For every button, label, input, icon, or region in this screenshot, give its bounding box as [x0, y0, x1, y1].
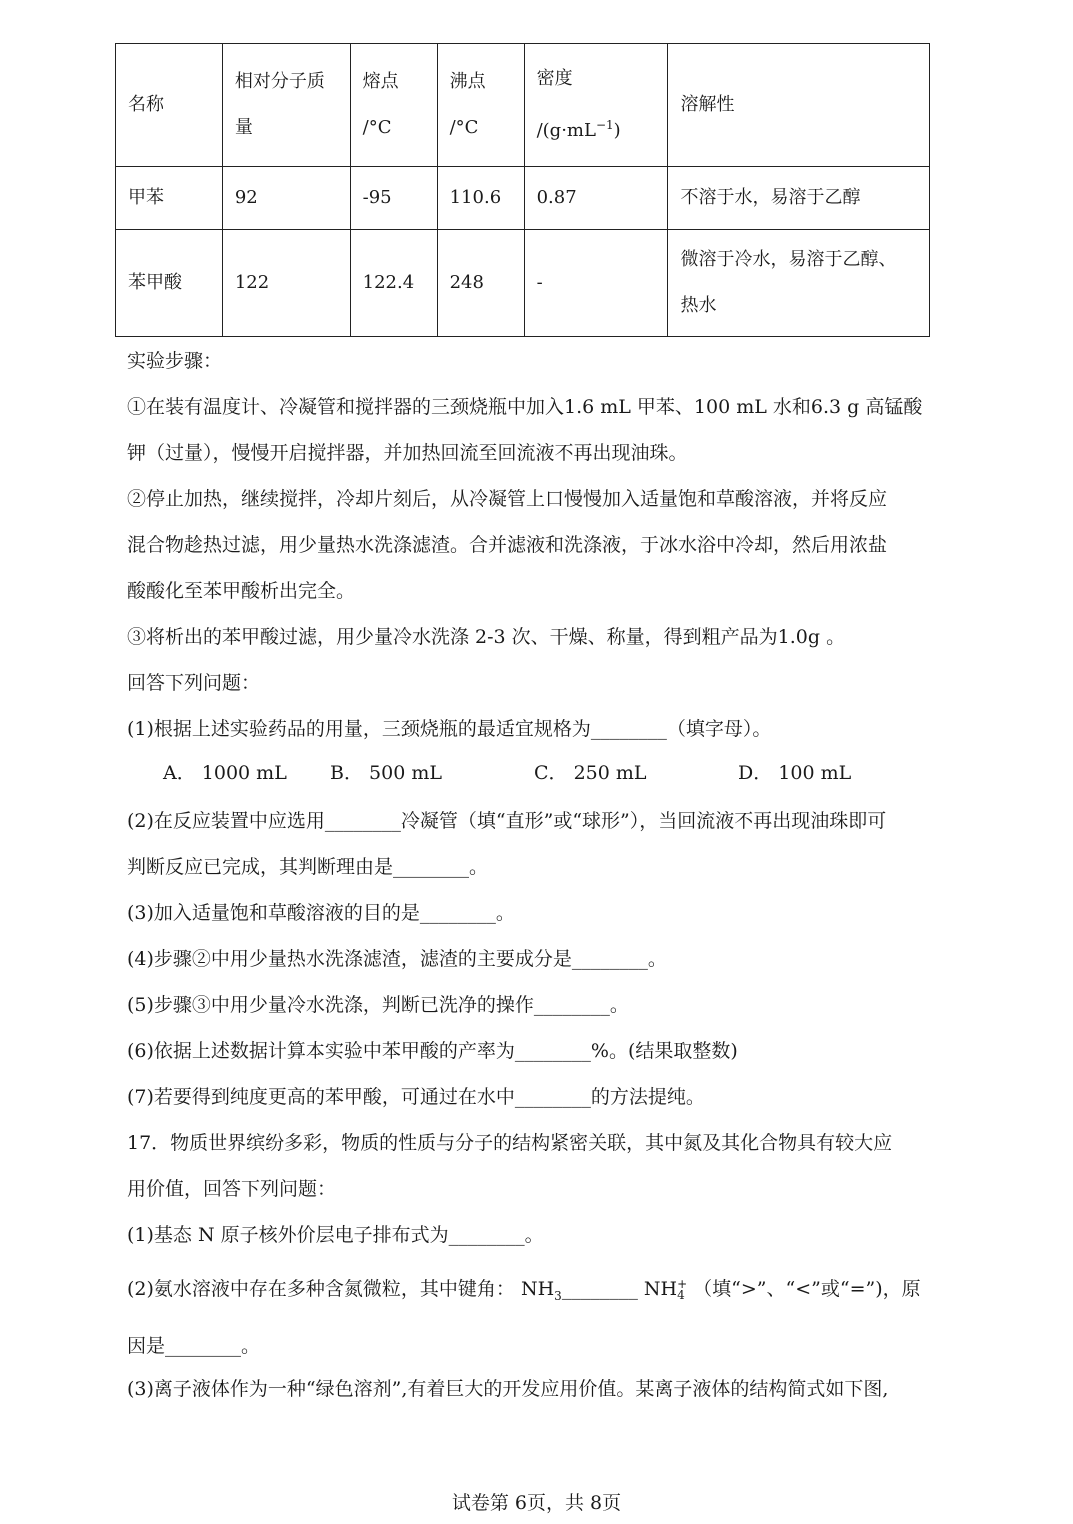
formula-nh3: $NH_3$: [520, 1278, 562, 1303]
cell-solubility: 微溶于冷水，易溶于乙醇、 热水: [668, 230, 930, 337]
step-2-line-3: 酸酸化至苯甲酸析出完全。: [127, 580, 356, 602]
step-3: ③将析出的苯甲酸过滤，用少量冷水洗涤 2-3 次、干燥、称量，得到粗产品为1.0g 。: [127, 626, 846, 648]
q17-part-2-line-2: 因是________。: [127, 1334, 261, 1357]
question-6: (6)依据上述数据计算本实验中苯甲酸的产率为________%。(结果取整数): [127, 1040, 738, 1062]
q17-intro-line-1: 17．物质世界缤纷多彩，物质的性质与分子的结构紧密关联，其中氮及其化合物具有较大应: [127, 1132, 893, 1154]
option-a: A． 1000 mL: [163, 762, 287, 784]
question-2-line-1: (2)在反应装置中应选用________冷凝管（填“直形”或“球形”），当回流液不再出现油珠即可: [127, 810, 887, 832]
option-d: D． 100 mL: [738, 762, 852, 784]
cell-mp: 122.4: [350, 230, 437, 337]
question-7: (7)若要得到纯度更高的苯甲酸，可通过在水中________的方法提纯。: [127, 1086, 705, 1108]
header-boiling-point: 沸点 /°C: [437, 44, 524, 167]
cell-bp: 110.6: [437, 167, 524, 230]
steps-section: [127, 338, 947, 752]
properties-table: [115, 43, 930, 337]
cell-mp: -95: [350, 167, 437, 230]
cell-name: 甲苯: [116, 167, 223, 230]
questions-title: 回答下列问题：: [127, 672, 261, 694]
option-c: C． 250 mL: [534, 762, 647, 784]
questions-section: [127, 798, 947, 1258]
question-4: (4)步骤②中用少量热水洗涤滤渣，滤渣的主要成分是________。: [127, 948, 667, 970]
q17-part-1: (1)基态 N 原子核外价层电子排布式为________。: [127, 1224, 544, 1246]
cell-name: 苯甲酸: [116, 230, 223, 337]
table-header-row: [116, 44, 930, 167]
header-melting-point: 熔点 /°C: [350, 44, 437, 167]
cell-bp: 248: [437, 230, 524, 337]
cell-solubility: 不溶于水，易溶于乙醇: [668, 167, 930, 230]
header-density: 密度 $/(g\cdot mL^{-1})$: [524, 44, 668, 167]
page-footer: 试卷第 6页，共 8页: [451, 1492, 622, 1514]
step-2-line-2: 混合物趁热过滤，用少量热水洗涤滤渣。合并滤液和洗涤液，于冰水浴中冷却，然后用浓盐: [127, 534, 888, 556]
header-mass: 相对分子质 量: [222, 44, 350, 167]
q17-part-2-line-1: (2)氨水溶液中存在多种含氮微粒，其中键角： $NH_3\_\_\_\_\_\_\_\_$ NH + 4 （填“>”、“<”或“=”)，原: [127, 1277, 921, 1303]
cell-mass: 122: [222, 230, 350, 337]
header-name: 名称: [116, 44, 223, 167]
q17-part-2: [127, 1264, 947, 1371]
cell-mass: 92: [222, 167, 350, 230]
step-1-line-2: 钾（过量），慢慢开启搅拌器，并加热回流至回流液不再出现油珠。: [127, 442, 688, 464]
question-2-line-2: 判断反应已完成，其判断理由是________。: [127, 856, 489, 878]
question-5: (5)步骤③中用少量冷水洗涤，判断已洗净的操作________。: [127, 994, 629, 1016]
question-3: (3)加入适量饱和草酸溶液的目的是________。: [127, 902, 515, 924]
header-solubility: 溶解性: [668, 44, 930, 167]
cell-density: -: [524, 230, 668, 337]
step-2-line-1: ②停止加热，继续搅拌，冷却片刻后，从冷凝管上口慢慢加入适量饱和草酸溶液，并将反应: [127, 488, 888, 510]
question-1: (1)根据上述实验药品的用量，三颈烧瓶的最适宜规格为________（填字母）。: [127, 718, 772, 740]
cell-density: 0.87: [524, 167, 668, 230]
option-b: B． 500 mL: [330, 762, 442, 784]
table-row: [116, 230, 930, 337]
step-1-line-1: ①在装有温度计、冷凝管和搅拌器的三颈烧瓶中加入1.6 mL 甲苯、100 mL 水和6.3 g 高锰酸: [127, 396, 923, 418]
q17-part-3: (3)离子液体作为一种“绿色溶剂”,有着巨大的开发应用价值。某离子液体的结构简式如下图,: [127, 1378, 889, 1400]
table-row: [116, 167, 930, 230]
steps-title: 实验步骤：: [127, 350, 223, 372]
q17-intro-line-2: 用价值，回答下列问题：: [127, 1178, 337, 1200]
formula-nh4-plus: NH + 4: [643, 1277, 688, 1302]
